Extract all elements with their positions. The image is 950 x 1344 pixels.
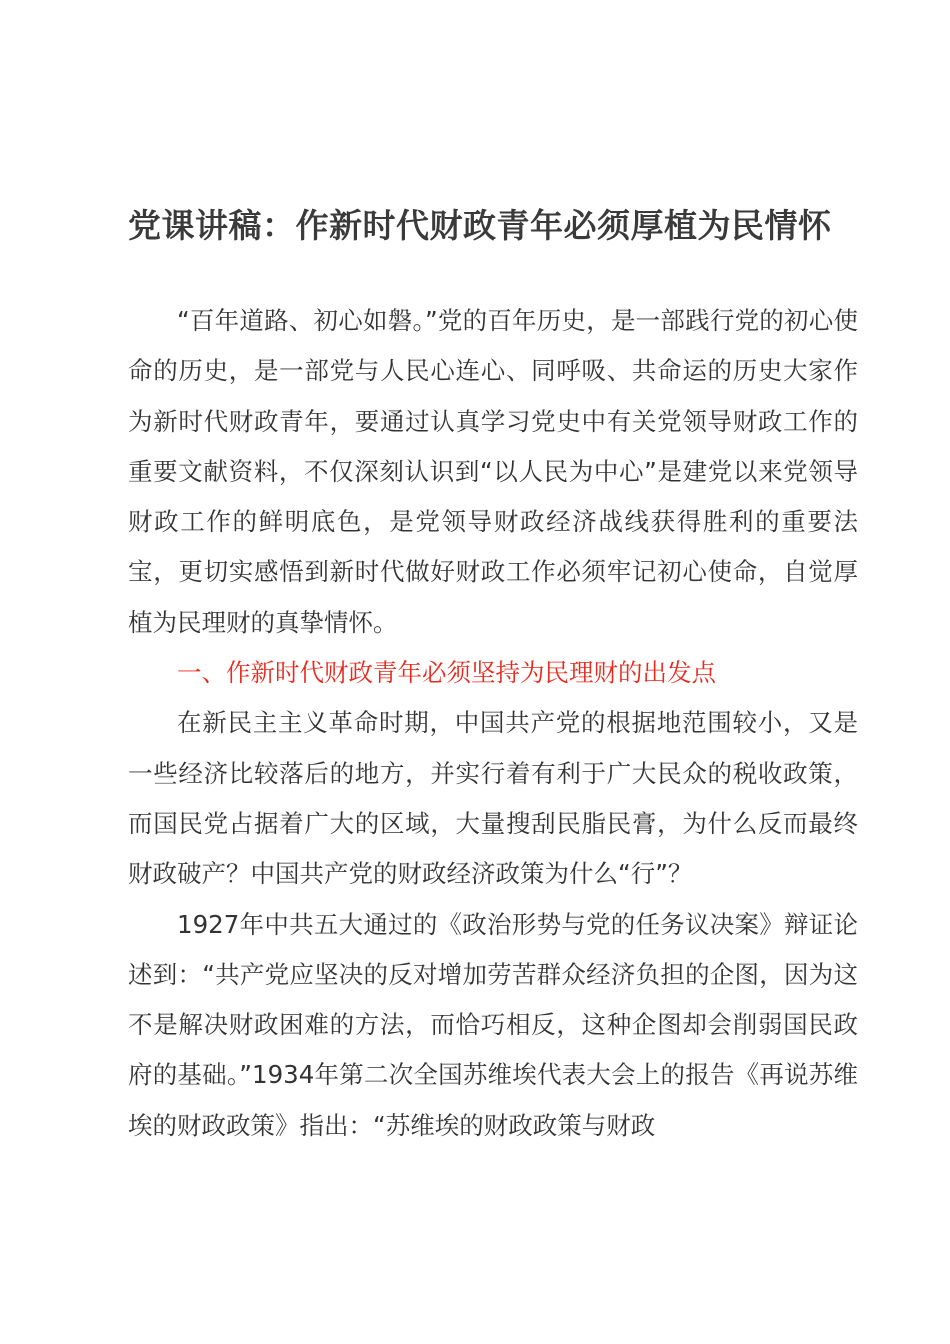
document-body — [128, 296, 858, 1151]
intro-paragraph: “百年道路、初心如磐。”党的百年历史，是一部践行党的初心使命的历史，是一部党与人民心连心、同呼吸、共命运的历史大家作为新时代财政青年，要通过认真学习党史中有关党领导财政工作的重要文献资料，不仅深刻认识到“以人民为中心”是建党以来党领导财政工作的鲜明底色，是党领导财政经济战线获得胜利的重要法宝，更切实感悟到新时代做好财政工作必须牢记初心使命，自觉厚植为民理财的真挚情怀。 — [128, 306, 858, 637]
document-title: 党课讲稿：作新时代财政青年必须厚植为民情怀 — [128, 206, 832, 245]
section-paragraph-2: 1927年中共五大通过的《政治形势与党的任务议决案》辩证论述到：“共产党应坚决的反对增加劳苦群众经济负担的企图，因为这不是解决财政困难的方法，而恰巧相反，这种企图却会削弱国民政府的基础。”1934年第二次全国苏维埃代表大会上的报告《再说苏维埃的财政政策》指出：“苏维埃的财政政策与财政 — [128, 909, 858, 1140]
section-paragraph-1: 在新民主主义革命时期，中国共产党的根据地范围较小，又是一些经济比较落后的地方，并实行着有利于广大民众的税收政策，而国民党占据着广大的区域，大量搜刮民脂民膏，为什么反而最终财政破产？中国共产党的财政经济政策为什么“行”？ — [128, 708, 858, 889]
section-heading: 一、作新时代财政青年必须坚持为民理财的出发点 — [177, 658, 716, 688]
